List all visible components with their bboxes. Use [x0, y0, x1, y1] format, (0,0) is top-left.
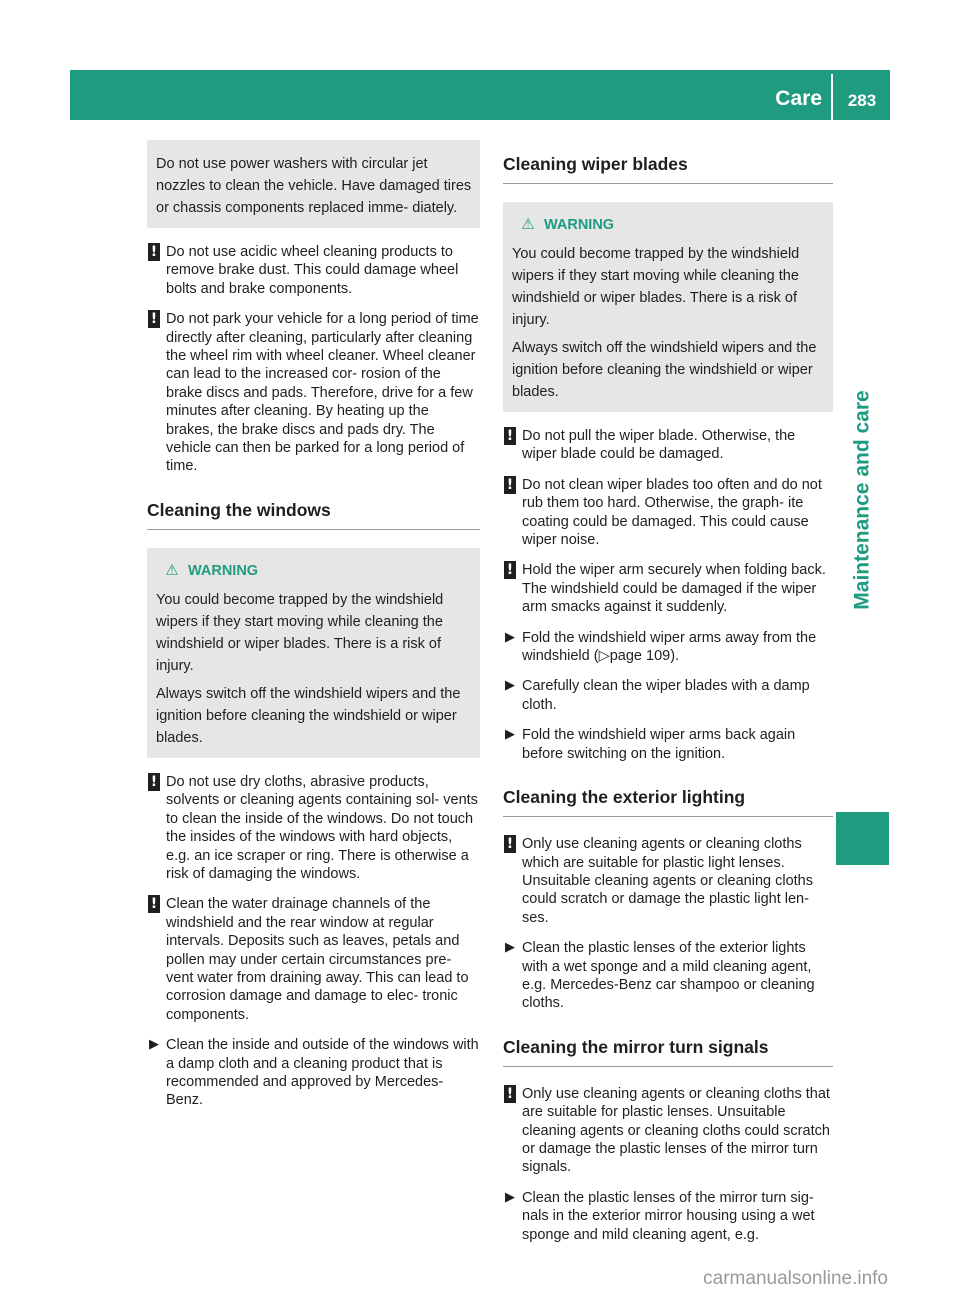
- step-arrow-icon: ▶: [505, 940, 515, 956]
- header-divider: [831, 74, 833, 120]
- section-heading-windows: Cleaning the windows: [147, 499, 480, 530]
- warning-paragraph: You could become trapped by the windshield wipers if they start moving while cleaning the windshield or wiper blades. There is a risk of injury.: [512, 246, 800, 328]
- side-tab: [835, 300, 890, 1300]
- note-item: ! Do not pull the wiper blade. Otherwise, the wiper blade could be damaged.: [503, 427, 833, 464]
- page-reference-link[interactable]: page 109: [609, 648, 671, 665]
- warning-triangle-icon: ⚠: [521, 216, 535, 233]
- side-tab-marker: [836, 812, 889, 865]
- note-item: ! Hold the wiper arm securely when folding back. The windshield could be damaged if the wiper arm smacks against it suddenly.: [503, 561, 833, 616]
- section-heading-exterior-lighting: Cleaning the exterior lighting: [503, 786, 833, 817]
- warning-paragraph: You could become trapped by the windshield wipers if they start moving while cleaning the windshield or wiper blades. There is a risk of injury.: [156, 591, 444, 674]
- exclamation-icon: !: [504, 1085, 516, 1103]
- section-heading-mirror-turn-signals: Cleaning the mirror turn signals: [503, 1036, 833, 1067]
- step-arrow-icon: ▶: [505, 1189, 515, 1205]
- note-item: ! Do not clean wiper blades too often and do not rub them too hard. Otherwise, the graph- ite coating could be damaged. This could cause wiper noise.: [503, 476, 833, 550]
- instruction-step: ▶ Clean the inside and outside of the windows with a damp cloth and a cleaning product that is recommended and approved by Mercedes- Benz.: [149, 1037, 479, 1109]
- exclamation-icon: !: [148, 310, 160, 328]
- note-item: ! Do not park your vehicle for a long period of time directly after cleaning, particularly after cleaning the wheel rim with wheel cleaner. Wheel cleaner can lead to the increased cor- rosion of the brake discs and pads. Therefore, drive for a few minutes after cleaning. By heating up the brakes, the brake discs and pads dry. The vehicle can then be parked for a long period of time.: [147, 310, 480, 476]
- exclamation-icon: !: [148, 895, 160, 913]
- warning-text: Do not use power washers with circular jet nozzles to clean the vehicle. Have damaged tires or chassis components replaced imme- diately.: [156, 156, 472, 216]
- section-heading-wiper-blades: Cleaning wiper blades: [503, 153, 833, 184]
- instruction-step: ▶ Fold the windshield wiper arms away from the windshield (▷page 109).: [505, 629, 817, 665]
- note-item: ! Only use cleaning agents or cleaning cloths that are suitable for plastic lenses. Unsuitable cleaning agents or cleaning cloths could scratch or damage the plastic lenses of the mirror turn signals.: [503, 1085, 833, 1177]
- exclamation-icon: !: [504, 561, 516, 579]
- note-item: ! Clean the water drainage channels of the windshield and the rear window at regular intervals. Deposits such as leaves, petals and pollen may under certain circumstances pre- vent water from draining away. This can lead to corrosion damage and damage to elec- tronic components.: [147, 895, 480, 1024]
- instruction-step: ▶ Clean the plastic lenses of the exterior lights with a wet sponge and a mild cleaning agent, e.g. Mercedes-Benz car shampoo or cleaning cloths.: [505, 940, 815, 1012]
- warning-continuation-box: [147, 140, 480, 228]
- warning-triangle-icon: ⚠: [165, 561, 179, 579]
- warning-title: ⚠ WARNING: [521, 216, 615, 233]
- watermark: carmanualsonline.info: [703, 1268, 888, 1289]
- exclamation-icon: !: [504, 835, 516, 853]
- step-arrow-icon: ▶: [505, 678, 515, 694]
- step-arrow-icon: ▶: [149, 1037, 159, 1053]
- note-item: ! Do not use dry cloths, abrasive products, solvents or cleaning agents containing sol- vents to clean the inside of the windows. Do not touch the insides of the windows with hard objects, e.g. an ice scraper or ring. There is otherwise a risk of damaging the windows.: [147, 773, 480, 883]
- exclamation-icon: !: [148, 773, 160, 791]
- header-bar: [70, 70, 890, 120]
- instruction-step: ▶ Carefully clean the wiper blades with a damp cloth.: [505, 678, 810, 713]
- warning-paragraph: Always switch off the windshield wipers and the ignition before cleaning the windshield or wiper blades.: [156, 685, 461, 746]
- instruction-step: ▶ Fold the windshield wiper arms back again before switching on the ignition.: [505, 727, 796, 762]
- step-arrow-icon: ▶: [505, 727, 515, 743]
- right-column: [503, 140, 833, 1256]
- page-number: 283: [847, 91, 877, 110]
- warning-box: [147, 548, 480, 758]
- exclamation-icon: !: [504, 476, 516, 494]
- exclamation-icon: !: [148, 243, 160, 261]
- instruction-step: ▶ Clean the plastic lenses of the mirror turn sig- nals in the exterior mirror housing using a wet sponge and mild cleaning agent, e.g.: [505, 1189, 815, 1243]
- section-title: Care: [775, 87, 822, 110]
- side-tab-label: Maintenance and care: [850, 390, 874, 610]
- note-item: ! Only use cleaning agents or cleaning cloths which are suitable for plastic light lenses. Unsuitable cleaning agents or cleaning cloths could scratch or damage the plastic light len- ses.: [503, 835, 833, 927]
- warning-box: [503, 202, 833, 412]
- step-arrow-icon: ▶: [505, 629, 515, 645]
- exclamation-icon: !: [504, 427, 516, 445]
- left-column: [147, 140, 480, 1122]
- page-ref-arrow-icon: ▷: [598, 648, 610, 665]
- warning-title: ⚠ WARNING: [165, 561, 259, 579]
- warning-paragraph: Always switch off the windshield wipers and the ignition before cleaning the windshield or wiper blades.: [512, 340, 817, 400]
- note-item: ! Do not use acidic wheel cleaning products to remove brake dust. This could damage wheel bolts and brake components.: [147, 243, 480, 298]
